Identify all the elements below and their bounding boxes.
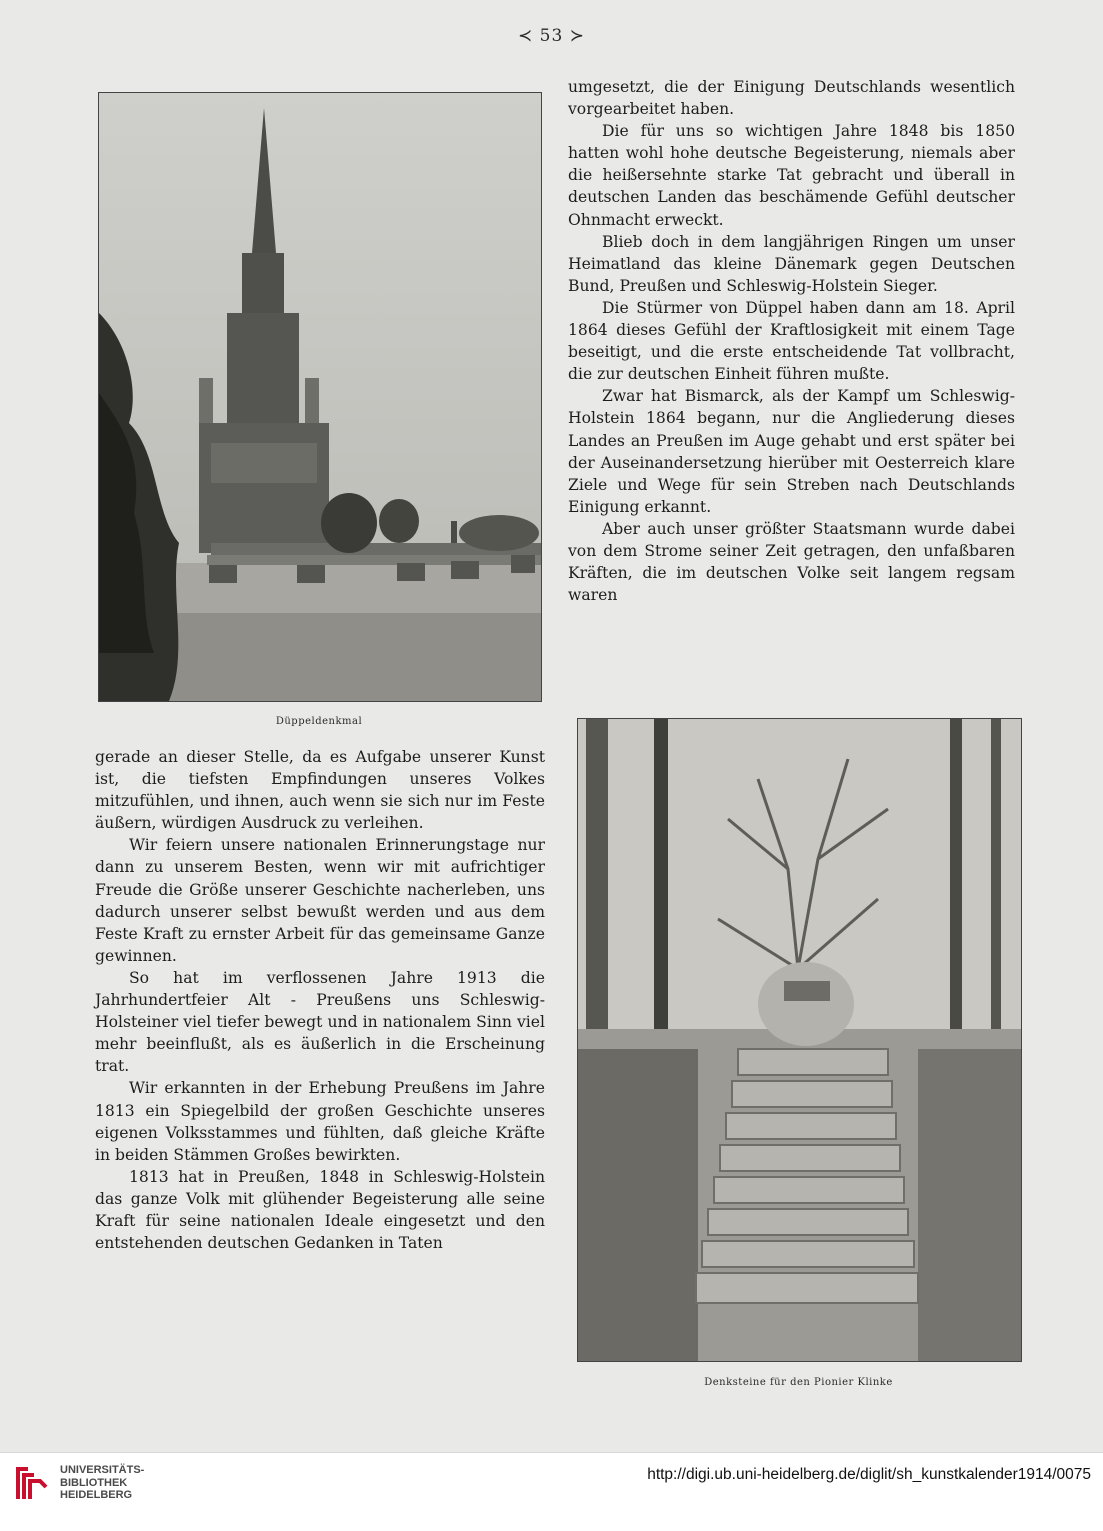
footer-bar [0,1452,1103,1531]
paragraph: Wir erkannten in der Erhebung Preußens im Jahre 1813 ein Spiegelbild der großen Geschichte unseres eigenen Volksstammes und fühlten, daß gleiche Kräfte in beiden Stämmen Großes bewirkten. [95,1079,545,1164]
library-name-line: BIBLIOTHEK [60,1476,128,1489]
paragraph: Die für uns so wichtigen Jahre 1848 bis 1850 hatten wohl hohe deutsche Begeisterung, niemals aber die heißersehnte starke Tat gebracht und überall in deutschen Landen das beschämende Gefühl deutscher Ohnmacht erweckt. [568,122,1015,229]
paragraph: Blieb doch in dem langjährigen Ringen um unser Heimatland das kleine Dänemark gegen Deutschen Bund, Preußen und Schleswig-Holstein Sieger. [568,232,1015,295]
paragraph: gerade an dieser Stelle, da es Aufgabe unserer Kunst ist, die tiefsten Empfindungen unseres Volkes mitzufühlen, und ihnen, auch wenn sie sich nur im Feste äußern, würdigen Ausdruck zu verleihen. [95,748,545,833]
caption-right: Denksteine für den Pionier Klinke [704,1377,893,1388]
paragraph: Aber auch unser größter Staatsmann wurde dabei von dem Strome seiner Zeit getragen, den unfaßbaren Kräften, die im deutschen Volke seit langem regsam waren [568,519,1015,605]
ornament-right: ≻ [569,26,585,46]
paragraph: Zwar hat Bismarck, als der Kampf um Schleswig-Holstein 1864 begann, nur die Angliederung dieses Landes an Preußen im Auge gehabt und erst später bei der Auseinandersetzung hierüber mit Oesterreich klare Ziele und Wege für sein Streben nach Deutschlands Einigung erkannt. [568,387,1015,516]
photo-dueppel-monument [98,92,542,702]
photo-memorial-steps [577,718,1022,1362]
paragraph: umgesetzt, die der Einigung Deutschlands wesentlich vorgearbeitet haben. [568,78,1015,119]
paragraph: Wir feiern unsere nationalen Erinnerungstage nur dann zu unserem Besten, wenn wir mit aufrichtiger Freude die Größe unserer Geschichte nacherleben, uns dadurch unserer selbst bewußt werden und aus dem Feste Kraft zu ernster Arbeit für das gemeinsame Ganze gewinnen. [95,836,545,965]
paragraph: So hat im verflossenen Jahre 1913 die Jahrhundertfeier Alt - Preußens uns Schleswig-Holsteiner viel tiefer bewegt und in nationalem Sinn viel mehr beeinflußt, als es äußerlich in die Erscheinung trat. [95,968,545,1076]
library-name-line: UNIVERSITÄTS- [60,1464,145,1476]
text-column-left-bottom [95,746,545,1254]
source-url[interactable]: http://digi.ub.uni-heidelberg.de/diglit/sh_kunstkalender1914/0075 [647,1466,1091,1483]
ornament-left: ≺ [518,26,534,46]
library-name [60,1464,144,1502]
page-number-value: 53 [539,26,564,46]
paragraph: Die Stürmer von Düppel haben dann am 18. April 1864 dieses Gefühl der Kraftlosigkeit mit einem Tage beseitigt, und die erste entscheidende Tat vollbracht, die zur deutschen Einheit führen mußte. [568,298,1015,384]
page-number [0,26,1103,46]
library-logo-icon [12,1463,52,1503]
library-name-line: HEIDELBERG [60,1489,133,1501]
caption-left: Düppeldenkmal [275,716,363,727]
paragraph: 1813 hat in Preußen, 1848 in Schleswig-Holstein das ganze Volk mit glühender Begeisterung alle seine Kraft für seine nationalen Ideale eingesetzt und den entstehenden deutschen Gedanken in Taten [95,1167,545,1253]
text-column-right-top [568,76,1015,606]
